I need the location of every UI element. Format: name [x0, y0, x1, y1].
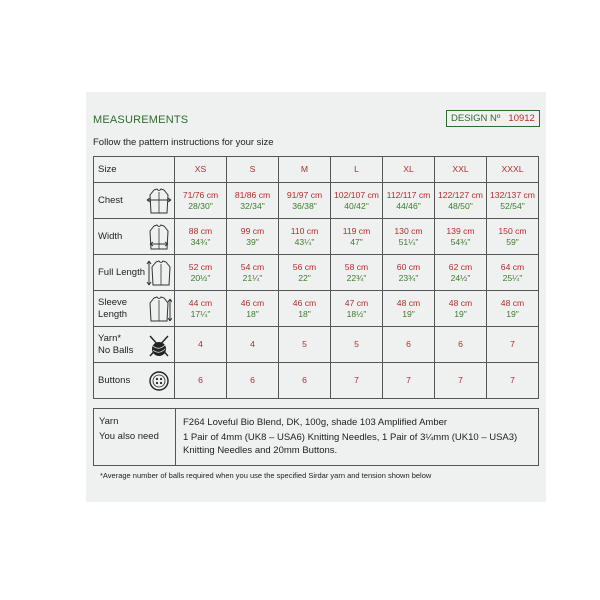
- size-xs: XS: [175, 157, 227, 183]
- width-cm-l: 119 cm: [342, 225, 371, 236]
- balls-xxxl: 7: [487, 327, 539, 363]
- size-xl: XL: [383, 157, 435, 183]
- sleeve-cm-xxxl: 48 cm: [500, 297, 525, 308]
- width-in-xxxl: 59": [506, 236, 519, 247]
- chest-cm-xxl: 122/127 cm: [438, 189, 483, 200]
- measurements-card: [86, 92, 546, 502]
- also-need-label: You also need: [99, 431, 159, 442]
- design-number-box: [446, 110, 540, 127]
- sleeve-cm-xs: 44 cm: [188, 297, 213, 308]
- length-cm-xxl: 62 cm: [448, 261, 473, 272]
- width-cm-s: 99 cm: [240, 225, 265, 236]
- length-in-s: 21¼": [242, 272, 263, 283]
- table-row: [94, 183, 539, 219]
- balls-m: 5: [279, 327, 331, 363]
- sleeve-in-xs: 17¼": [190, 308, 211, 319]
- length-in-xxl: 24½": [450, 272, 471, 283]
- length-cm-s: 54 cm: [240, 261, 265, 272]
- width-cm-m: 110 cm: [290, 225, 319, 236]
- length-in-xl: 23¾": [398, 272, 419, 283]
- sleeve-cm-xl: 48 cm: [396, 297, 421, 308]
- subtitle: Follow the pattern instructions for your size: [93, 137, 274, 148]
- yarn-label: Yarn: [99, 416, 119, 427]
- buttons-xxxl: 7: [487, 363, 539, 399]
- chest-in-xs: 28/30": [188, 200, 213, 211]
- table-row: [94, 219, 539, 255]
- width-in-xs: 34¾": [190, 236, 211, 247]
- width-in-m: 43¼": [294, 236, 315, 247]
- size-label: Size: [94, 157, 175, 183]
- sleeve-in-l: 18½": [346, 308, 367, 319]
- sleeve-cm-m: 46 cm: [292, 297, 317, 308]
- chest-cm-xxxl: 132/137 cm: [490, 189, 535, 200]
- chest-in-s: 32/34": [240, 200, 265, 211]
- size-m: M: [279, 157, 331, 183]
- table-row: [94, 255, 539, 291]
- chest-in-xxl: 48/50": [448, 200, 473, 211]
- also-need-value: 1 Pair of 4mm (UK8 – USA6) Knitting Needles, 1 Pair of 3¼mm (UK10 – USA3) Knitting Needles and 20mm Buttons.: [183, 432, 518, 456]
- table-row: [94, 291, 539, 327]
- balls-xxl: 6: [435, 327, 487, 363]
- sleeve-garment-icon: [146, 294, 172, 324]
- yarn-label-line2: No Balls: [98, 344, 134, 356]
- size-xxl: XXL: [435, 157, 487, 183]
- sleeve-label-line1: Sleeve: [98, 296, 128, 308]
- length-cm-xl: 60 cm: [396, 261, 421, 272]
- length-in-m: 22": [298, 272, 311, 283]
- width-cm-xl: 130 cm: [394, 225, 423, 236]
- size-xxxl: XXXL: [487, 157, 539, 183]
- measurements-table: [93, 156, 539, 399]
- width-garment-icon: [146, 222, 172, 252]
- sleeve-cm-s: 46 cm: [240, 297, 265, 308]
- sleeve-in-xxl: 19": [454, 308, 467, 319]
- balls-xl: 6: [383, 327, 435, 363]
- table-row: [94, 363, 539, 399]
- length-cm-xxxl: 64 cm: [500, 261, 525, 272]
- length-cm-xs: 52 cm: [188, 261, 213, 272]
- sleeve-in-xxxl: 19": [506, 308, 519, 319]
- length-garment-icon: [146, 258, 172, 288]
- sleeve-label-line2: Length: [98, 308, 128, 320]
- chest-cm-xs: 71/76 cm: [182, 189, 219, 200]
- chest-in-xl: 44/46": [396, 200, 421, 211]
- footnote: *Average number of balls required when you use the specified Sirdar yarn and tension shown below: [100, 471, 432, 480]
- size-header-row: [94, 157, 539, 183]
- buttons-xs: 6: [175, 363, 227, 399]
- buttons-s: 6: [227, 363, 279, 399]
- row-label-buttons: Buttons: [98, 374, 131, 386]
- width-in-s: 39": [246, 236, 259, 247]
- chest-cm-l: 102/107 cm: [334, 189, 379, 200]
- buttons-l: 7: [331, 363, 383, 399]
- buttons-m: 6: [279, 363, 331, 399]
- balls-s: 4: [227, 327, 279, 363]
- yarn-value: F264 Loveful Bio Blend, DK, 100g, shade 103 Amplified Amber: [183, 417, 448, 428]
- balls-l: 5: [331, 327, 383, 363]
- chest-cm-s: 81/86 cm: [234, 189, 271, 200]
- length-cm-l: 58 cm: [344, 261, 369, 272]
- size-s: S: [227, 157, 279, 183]
- sleeve-cm-xxl: 48 cm: [448, 297, 473, 308]
- sleeve-cm-l: 47 cm: [344, 297, 369, 308]
- chest-in-xxxl: 52/54": [500, 200, 525, 211]
- sleeve-in-m: 18": [298, 308, 311, 319]
- buttons-xxl: 7: [435, 363, 487, 399]
- chest-cm-xl: 112/117 cm: [386, 189, 431, 200]
- row-label-yarn-balls: [98, 333, 133, 357]
- width-cm-xxl: 139 cm: [446, 225, 475, 236]
- buttons-xl: 7: [383, 363, 435, 399]
- yarn-info-divider: [175, 409, 176, 465]
- chest-in-l: 40/42": [344, 200, 369, 211]
- length-in-xxxl: 25¼": [502, 272, 523, 283]
- chest-cm-m: 91/97 cm: [286, 189, 323, 200]
- yarn-ball-icon: [146, 330, 172, 360]
- design-number: 10912: [508, 113, 535, 124]
- length-in-xs: 20½": [190, 272, 211, 283]
- section-title: MEASUREMENTS: [93, 114, 189, 126]
- width-cm-xxxl: 150 cm: [498, 225, 527, 236]
- width-cm-xs: 88 cm: [188, 225, 213, 236]
- length-in-l: 22¾": [346, 272, 367, 283]
- size-l: L: [331, 157, 383, 183]
- table-row: [94, 327, 539, 363]
- row-label-full-length: Full Length: [98, 266, 146, 278]
- row-label-width: Width: [98, 230, 123, 242]
- sleeve-in-s: 18": [246, 308, 259, 319]
- width-in-xxl: 54¾": [450, 236, 471, 247]
- chest-garment-icon: [146, 186, 172, 216]
- sleeve-in-xl: 19": [402, 308, 415, 319]
- chest-in-m: 36/38": [292, 200, 317, 211]
- design-label: DESIGN Nº: [451, 113, 501, 124]
- width-in-xl: 51¼": [398, 236, 419, 247]
- row-label-chest: Chest: [98, 194, 123, 206]
- length-cm-m: 56 cm: [292, 261, 317, 272]
- row-label-sleeve-length: [98, 297, 127, 321]
- balls-xs: 4: [175, 327, 227, 363]
- yarn-info-box: [93, 408, 539, 466]
- width-in-l: 47": [350, 236, 363, 247]
- button-icon: [146, 366, 172, 396]
- yarn-label-line1: Yarn*: [98, 332, 122, 344]
